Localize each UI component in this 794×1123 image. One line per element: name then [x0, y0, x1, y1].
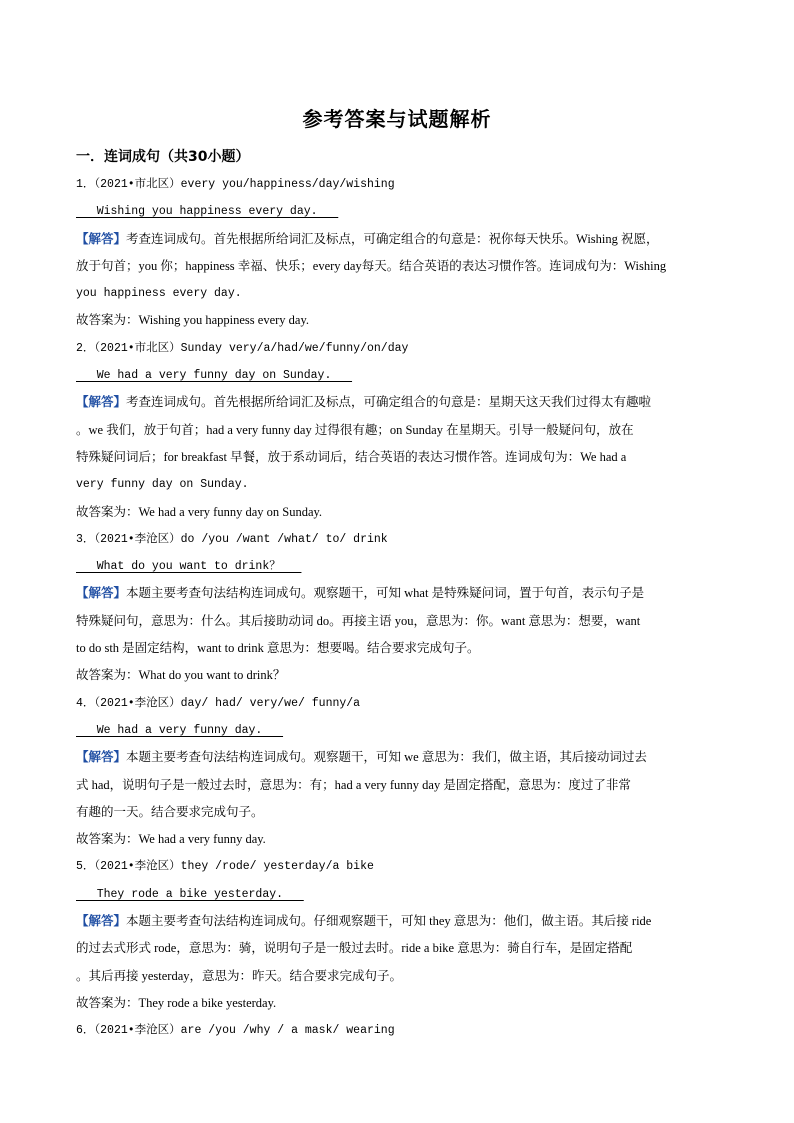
analysis-text: 有趣的一天。结合要求完成句子。 [76, 804, 264, 819]
final-answer: 故答案为：They rode a bike yesterday. [76, 995, 277, 1010]
analysis-text: 放于句首；you 你；happiness 幸福、快乐；every day每天。结合英语的表达习惯作答。连词成句为：Wishing [76, 258, 667, 273]
analysis-text: 考查连词成句。首先根据所给词汇及标点，可确定组合的句意是：祝你每天快乐。Wishing 祝愿， [126, 231, 659, 246]
analysis-text: 特殊疑问句，意思为：什么。其后接助动词 do。再接主语 you，意思为：你。want 意思为：想要，want [76, 613, 641, 628]
analysis-text: 本题主要考查句法结构连词成句。观察题干，可知 we 意思为：我们，做主语，其后接动词过去 [126, 750, 647, 765]
answer-blank: They rode a bike yesterday. [76, 887, 304, 901]
final-answer: 故答案为：We had a very funny day. [76, 832, 266, 847]
analysis-text: 。其后再接 yesterday，意思为：昨天。结合要求完成句子。 [76, 968, 403, 983]
analysis-text: 的过去式形式 rode，意思为：骑，说明句子是一般过去时。ride a bike 意思为：骑自行车，是固定搭配 [76, 941, 633, 956]
answer-tag: 【解答】 [76, 395, 127, 410]
question-stem: 3．（2021•李沧区）do /you /want /what/ to/ drink [76, 532, 388, 546]
answer-tag: 【解答】 [76, 750, 127, 765]
analysis-text: you happiness every day. [76, 287, 242, 301]
question-list [76, 171, 718, 1045]
final-answer: 故答案为：Wishing you happiness every day. [76, 313, 310, 328]
question-stem: 4．（2021•李沧区）day/ had/ very/we/ funny/a [76, 696, 361, 710]
analysis-text: very funny day on Sunday. [76, 478, 249, 492]
answer-tag: 【解答】 [76, 231, 127, 246]
analysis-text: 考查连词成句。首先根据所给词汇及标点，可确定组合的句意是：星期天这天我们过得太有趣啦 [126, 395, 652, 410]
question-stem: 2．（2021•市北区）Sunday very/a/had/we/funny/on/day [76, 341, 409, 355]
page-title: 参考答案与试题解析 [302, 107, 492, 131]
question-stem: 1．（2021•市北区）every you/happiness/day/wishing [76, 178, 395, 191]
answer-tag: 【解答】 [76, 586, 127, 601]
section-heading: 一．连词成句（共30小题） [76, 149, 250, 165]
answer-blank: We had a very funny day. [76, 723, 284, 737]
question-stem: 6．（2021•李沧区）are /you /why / a mask/ wearing [76, 1024, 395, 1038]
answer-blank: Wishing you happiness every day. [76, 205, 339, 219]
final-answer: 故答案为：We had a very funny day on Sunday. [76, 504, 323, 519]
analysis-text: 。we 我们，放于句首；had a very funny day 过得很有趣；on Sunday 在星期天。引导一般疑问句，放在 [76, 422, 634, 437]
analysis-text: 本题主要考查句法结构连词成句。观察题干，可知 what 是特殊疑问词，置于句首，表示句子是 [126, 586, 645, 601]
final-answer: 故答案为：What do you want to drink？ [76, 668, 286, 683]
answer-blank: We had a very funny day on Sunday. [76, 369, 353, 383]
answer-tag: 【解答】 [76, 914, 127, 929]
analysis-text: to do sth 是固定结构，want to drink 意思为：想要喝。结合要求完成句子。 [76, 641, 480, 656]
question-stem: 5．（2021•李沧区）they /rode/ yesterday/a bike [76, 860, 374, 874]
answer-blank: What do you want to drink？ [76, 560, 302, 574]
analysis-text: 特殊疑问词后；for breakfast 早餐，放于系动词后，结合英语的表达习惯作答。连词成句为：We had a [76, 449, 627, 464]
analysis-text: 本题主要考查句法结构连词成句。仔细观察题干，可知 they 意思为：他们，做主语。其后接 ride [126, 914, 652, 929]
analysis-text: 式 had，说明句子是一般过去时，意思为：有；had a very funny day 是固定搭配，意思为：度过了非常 [76, 777, 631, 792]
